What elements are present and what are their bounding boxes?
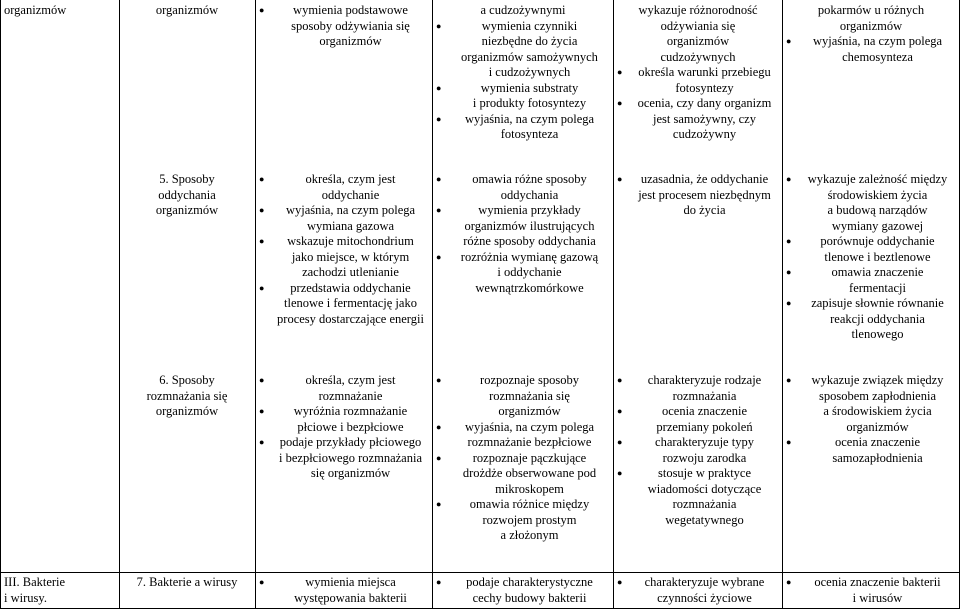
list-item-line: jako miejsce, w którym (291, 249, 410, 264)
list-item-line: niezbędne do życia (481, 34, 578, 48)
list-item-line: występowania bakterii (294, 590, 407, 605)
list-item-line: organizmów (498, 404, 561, 418)
list-item-line: ● ocenia znaczenie (661, 404, 747, 418)
list-item (436, 172, 610, 203)
list-item-line: ● określa, czym jest (305, 172, 396, 186)
list-item-line: organizmów (846, 419, 909, 434)
list-item-line: samozapłodnienia (832, 450, 923, 465)
list-item-line: organizmów (839, 18, 903, 33)
list-item-line: fotosynteza (500, 127, 559, 141)
topic-line: organizmów (155, 3, 219, 17)
list-item (259, 404, 429, 435)
list-item-line: pokarmów u różnych (817, 3, 925, 17)
list-item (786, 3, 956, 34)
list-item-line: ● przedstawia oddychanie (290, 280, 411, 295)
list-item-line: ● wymienia podstawowe (293, 3, 408, 17)
list-item-line: ● wyjaśnia, na czym polega (464, 111, 595, 126)
list-item-line: rozmnażania (672, 388, 737, 403)
topic-line: 5. Sposoby (159, 172, 215, 186)
list-item-line: oddychania (500, 187, 559, 202)
list-item-line: tlenowego (851, 327, 904, 341)
list-item-line: ● porównuje oddychanie (820, 234, 935, 248)
list-item-line: a cudzożywnymi (480, 3, 566, 17)
list-item-line: zachodzi utlenianie (302, 265, 399, 279)
list-item-line: rozmnażanie (318, 388, 383, 403)
list-item (259, 575, 429, 606)
list-item-line: reakcji oddychania (830, 311, 925, 326)
list-item-line: ● wymienia przykłady (478, 203, 581, 217)
list-item (617, 65, 779, 96)
list-item (617, 172, 779, 219)
list-item-line: ● wymienia miejsca (305, 575, 396, 589)
list-item-line: ● rozpoznaje pączkujące (472, 450, 587, 465)
list-item-line: ● omawia znaczenie (831, 265, 924, 279)
list-item (259, 234, 429, 281)
list-item-line: ● ocenia znaczenie bakterii (814, 575, 941, 589)
cell-topic (122, 3, 252, 19)
cell-topic (122, 575, 252, 591)
list-item-line: ● podaje przykłady płciowego (279, 435, 422, 449)
list-item (436, 81, 610, 112)
list-item (259, 373, 429, 404)
section-line: III. Bakterie (4, 575, 66, 589)
row-divider (0, 572, 960, 573)
cell-level4 (786, 172, 956, 343)
list-item-line: i wirusów (852, 590, 903, 605)
list-item (436, 373, 610, 420)
list-item-line: cudzożywny (672, 127, 737, 141)
list-item (436, 203, 610, 250)
topic-line: 7. Bakterie a wirusy (136, 575, 238, 589)
list-item-line: organizmów (319, 34, 382, 48)
cell-level4 (786, 575, 956, 606)
list-item-line: wegetatywnego (665, 512, 744, 527)
topic-line: organizmów (155, 203, 219, 217)
list-item-line: ● określa, czym jest (305, 373, 396, 387)
list-item-line: chemosynteza (842, 49, 913, 64)
list-item-line: drożdże obserwowane pod (462, 466, 597, 480)
list-item-line: ● wykazuje zależność między (807, 172, 948, 186)
list-item-line: fermentacji (849, 280, 906, 295)
cell-topic (122, 373, 252, 420)
list-item (786, 373, 956, 435)
list-item-line: ● wyróżnia rozmnażanie (293, 404, 408, 418)
list-item-line: ● wyjaśnia, na czym polega (285, 203, 416, 217)
list-item-line: fotosyntezy (675, 80, 734, 95)
cell-level2 (436, 575, 610, 606)
list-item (617, 466, 779, 528)
cell-level1 (259, 3, 429, 50)
list-item-line: ● wymienia czynniki (481, 18, 578, 33)
list-item-line: wewnątrzkomórkowe (475, 280, 584, 295)
list-item-line: się organizmów (310, 466, 391, 480)
list-item (259, 3, 429, 50)
list-item-line: ● określa warunki przebiegu (638, 65, 771, 79)
list-item (436, 497, 610, 544)
cell-level2 (436, 3, 610, 143)
list-item-line: a środowiskiem życia (823, 404, 932, 418)
list-item-line: jest procesem niezbędnym (638, 187, 771, 202)
list-item (617, 373, 779, 404)
list-item (436, 250, 610, 297)
list-item-line: ● wskazuje mitochondrium (287, 234, 414, 248)
list-item-line: ● wyjaśnia, na czym polega (812, 34, 943, 48)
list-item-line: i oddychanie (497, 265, 562, 279)
list-item-line: rozmnażania się (489, 388, 570, 403)
column-divider (613, 0, 614, 609)
list-item-line: cudzożywnych (660, 49, 736, 64)
list-item-line: wykazuje różnorodność (638, 3, 758, 17)
list-item-line: a złożonym (500, 528, 559, 542)
list-item (617, 3, 779, 65)
list-item-line: przemiany pokoleń (656, 419, 753, 434)
list-item (617, 96, 779, 143)
list-item-line: ● omawia różne sposoby (472, 172, 587, 186)
list-item (786, 435, 956, 466)
cell-level4 (786, 3, 956, 65)
cell-section (4, 575, 116, 606)
topic-line: organizmów (155, 404, 219, 418)
list-item (786, 265, 956, 296)
list-item-line: oddychanie (321, 187, 380, 202)
list-item-line: mikroskopem (495, 481, 564, 496)
list-item (259, 203, 429, 234)
list-item-line: ● uzasadnia, że oddychanie (640, 172, 769, 186)
cell-level1 (259, 373, 429, 482)
column-divider (782, 0, 783, 609)
list-item-line: wymiana gazowa (306, 218, 395, 233)
list-item-line: organizmów samożywnych (461, 49, 598, 64)
list-item-line: rozwojem prostym (482, 512, 577, 527)
list-item (436, 19, 610, 81)
list-item-line: rozwoju zarodka (662, 450, 747, 465)
list-item (617, 404, 779, 435)
section-line: i wirusy. (4, 590, 47, 605)
cell-level1 (259, 172, 429, 327)
list-item-line: ● ocenia, czy dany organizm (637, 96, 772, 110)
column-divider (119, 0, 120, 609)
list-item (617, 575, 779, 606)
table-border-left (0, 0, 1, 609)
list-item-line: tlenowe i beztlenowe (824, 249, 931, 264)
list-item (436, 420, 610, 451)
list-item-line: ● charakteryzuje rodzaje (647, 373, 762, 387)
column-divider (432, 0, 433, 609)
list-item-line: odżywiania się (660, 18, 736, 33)
cell-level3 (617, 172, 779, 219)
section-line: organizmów (4, 3, 67, 17)
list-item-line: sposoby odżywiania się (291, 18, 410, 33)
list-item (436, 451, 610, 498)
list-item-line: organizmów ilustrujących (464, 218, 595, 233)
topic-line: 6. Sposoby (159, 373, 215, 387)
list-item-line: wymiany gazowej (831, 218, 924, 233)
list-item-line: rozmnażanie bezpłciowe (467, 435, 592, 449)
list-item (436, 112, 610, 143)
list-item-line: do życia (683, 203, 726, 217)
list-item-line: i cudzożywnych (488, 65, 571, 79)
list-item (786, 296, 956, 343)
cell-level3 (617, 3, 779, 143)
list-item-line: ● wyjaśnia, na czym polega (464, 419, 595, 434)
topic-line: rozmnażania się (146, 388, 228, 403)
list-item-line: i bezpłciowego rozmnażania (279, 450, 422, 465)
list-item-line: czynności życiowe (657, 590, 752, 605)
list-item (436, 575, 610, 606)
cell-level2 (436, 373, 610, 544)
list-item (786, 234, 956, 265)
list-item-line: ● zapisuje słownie równanie (811, 296, 944, 310)
list-item-line: ● podaje charakterystyczne (466, 575, 593, 589)
list-item-line: cechy budowy bakterii (472, 590, 587, 605)
list-item-line: ● charakteryzuje wybrane (644, 575, 765, 589)
list-item-line: a budową narządów (827, 203, 928, 217)
list-item-line: procesy dostarczające energii (277, 311, 424, 326)
list-item (617, 435, 779, 466)
list-item-line: ● stosuje w praktyce (657, 466, 752, 480)
cell-topic (122, 172, 252, 219)
list-item-line: różne sposoby oddychania (463, 234, 596, 248)
list-item (259, 172, 429, 203)
list-item (786, 172, 956, 234)
cell-level4 (786, 373, 956, 466)
list-item-line: i produkty fotosyntezy (472, 96, 587, 110)
list-item (259, 435, 429, 482)
list-item-line: płciowe i bezpłciowe (297, 419, 404, 434)
list-item (259, 281, 429, 328)
list-item-line: sposobem zapłodnienia (819, 388, 936, 403)
list-item-line: jest samożywny, czy (653, 111, 756, 126)
cell-level3 (617, 373, 779, 528)
list-item (786, 575, 956, 606)
topic-line: oddychania (158, 187, 216, 202)
list-item-line: ● rozróżnia wymianę gazową (460, 249, 599, 264)
cell-level3 (617, 575, 779, 606)
list-item-line: wiadomości dotyczące (647, 481, 762, 496)
list-item-line: rozmnażania (672, 497, 737, 511)
list-item-line: ● charakteryzuje typy (655, 435, 754, 449)
list-item-line: organizmów (666, 34, 730, 48)
cell-section (4, 3, 116, 19)
list-item-line: ● omawia różnice między (469, 497, 590, 511)
list-item-line: tlenowe i fermentację jako (284, 296, 417, 310)
list-item-line: ● wykazuje związek między (811, 373, 944, 387)
list-item-line: środowiskiem życia (827, 187, 928, 202)
cell-level2 (436, 172, 610, 296)
list-item (786, 34, 956, 65)
list-item-line: ● wymienia substraty (480, 80, 579, 95)
list-item-line: ● rozpoznaje sposoby (480, 373, 579, 387)
list-item-line: ● ocenia znaczenie (834, 435, 920, 449)
column-divider (255, 0, 256, 609)
cell-level1 (259, 575, 429, 606)
list-item (436, 3, 610, 19)
